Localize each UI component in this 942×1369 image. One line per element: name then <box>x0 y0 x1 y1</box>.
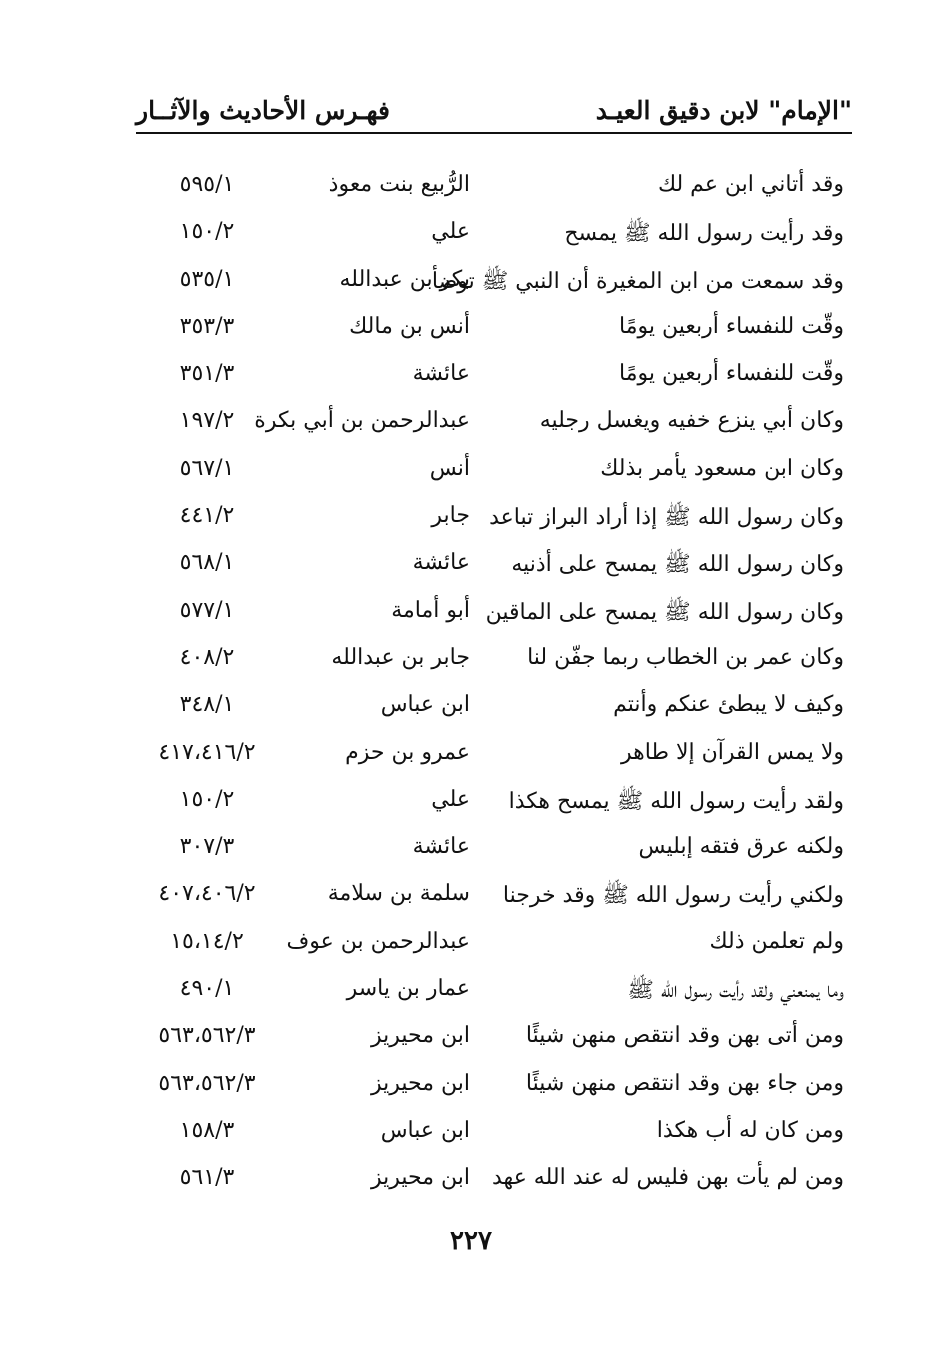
volume-page-reference: ٥٦٣،٥٦٢/٣ <box>158 1070 256 1096</box>
index-entry <box>130 1063 852 1110</box>
index-entry <box>130 259 852 306</box>
hadith-text: وقد سمعت من ابن المغيرة أن النبي ﷺ توضأ <box>431 268 844 294</box>
narrator-name: ابن عباس <box>380 1117 470 1143</box>
narrator-name: بكر بن عبدالله <box>339 266 470 292</box>
narrator-name: ابن محيريز <box>371 1165 470 1191</box>
index-entry <box>130 873 852 920</box>
index-entry <box>130 495 852 542</box>
volume-page-reference: ٤١٧،٤١٦/٢ <box>158 739 256 765</box>
volume-page-reference: ٥٣٥/١ <box>179 266 235 292</box>
narrator-name: عبدالرحمن بن عوف <box>286 928 470 954</box>
narrator-name: الرُّبيع بنت معوذ <box>328 172 470 197</box>
volume-page-reference: ١٥،١٤/٢ <box>170 928 244 954</box>
narrator-name: عمار بن ياسر <box>346 976 470 1002</box>
index-entry <box>130 779 852 826</box>
index-entry <box>130 826 852 873</box>
index-entry <box>130 637 852 684</box>
volume-page-reference: ٣٥١/٣ <box>179 361 235 387</box>
index-entry <box>130 164 852 211</box>
volume-page-reference: ٣٠٧/٣ <box>179 834 235 860</box>
index-entry <box>130 211 852 258</box>
index-entry <box>130 1110 852 1157</box>
page-number: ٢٢٧ <box>450 1226 492 1256</box>
header-rule <box>136 132 852 134</box>
index-entry <box>130 732 852 779</box>
narrator-name: علي <box>431 786 470 812</box>
narrator-name: ابن محيريز <box>371 1023 470 1049</box>
narrator-name: جابر <box>431 503 470 529</box>
volume-page-reference: ٥٦٧/١ <box>179 455 235 481</box>
running-header <box>136 92 852 132</box>
narrator-name: أنس <box>429 455 470 481</box>
hadith-text: وكيف لا يبطئ عنكم وأنتم <box>613 692 844 718</box>
narrator-name: أبو أمامة <box>391 597 470 623</box>
narrator-name: جابر بن عبدالله <box>331 644 470 670</box>
narrator-name: عمرو بن حزم <box>345 739 470 765</box>
volume-page-reference: ١٥٠/٢ <box>179 786 235 812</box>
index-entry <box>130 1157 852 1204</box>
volume-page-reference: ١٩٧/٢ <box>179 408 235 434</box>
index-entry <box>130 400 852 447</box>
volume-page-reference: ١٥٨/٣ <box>179 1117 235 1143</box>
hadith-text: وما يمنعني ولقد رأيت رسول الله ﷺ <box>627 978 844 1004</box>
hadith-text: ولقد رأيت رسول الله ﷺ يمسح هكذا <box>508 788 844 814</box>
index-entry <box>130 921 852 968</box>
hadith-text: وكان عمر بن الخطاب ربما جفّن لنا <box>527 644 844 670</box>
volume-page-reference: ١٥٠/٢ <box>179 219 235 245</box>
narrator-name: علي <box>431 219 470 245</box>
narrator-name: أنس بن مالك <box>349 313 470 339</box>
hadith-text: وكان رسول الله ﷺ إذا أراد البراز تباعد <box>489 505 844 531</box>
section-title: فهـرس الأحاديث والآثــار <box>136 96 391 125</box>
hadith-text: ولكنه عرق فتقه إبليس <box>638 834 844 860</box>
hadith-text: وكان رسول الله ﷺ يمسح على أذنيه <box>511 552 844 578</box>
index-entry <box>130 590 852 637</box>
narrator-name: عائشة <box>412 361 470 387</box>
volume-page-reference: ٥٦٣،٥٦٢/٣ <box>158 1023 256 1049</box>
index-entry <box>130 684 852 731</box>
volume-page-reference: ٣٤٨/١ <box>179 692 235 718</box>
hadith-text: وقّت للنفساء أربعين يومًا <box>619 361 844 387</box>
hadith-text: ومن أتى بهن وقد انتقص منهن شيئًا <box>525 1023 844 1049</box>
narrator-name: عبدالرحمن بن أبي بكرة <box>254 408 470 434</box>
index-entry <box>130 542 852 589</box>
book-title: "الإمام" لابن دقيق العيـد <box>595 96 852 125</box>
index-entry <box>130 448 852 495</box>
volume-page-reference: ٥٧٧/١ <box>179 597 235 623</box>
index-entry <box>130 968 852 1015</box>
hadith-text: ومن كان له أب هكذا <box>656 1117 844 1143</box>
hadith-text: وقد أتاني ابن عم لك <box>657 172 844 197</box>
volume-page-reference: ٥٦٨/١ <box>179 550 235 576</box>
hadith-text: ولم تعلمن ذلك <box>709 928 844 954</box>
volume-page-reference: ٥٩٥/١ <box>179 172 235 197</box>
narrator-name: عائشة <box>412 834 470 860</box>
volume-page-reference: ٤٩٠/١ <box>179 976 235 1002</box>
hadith-index-list <box>130 164 852 1205</box>
hadith-text: ولا يمس القرآن إلا طاهر <box>621 739 844 765</box>
narrator-name: ابن محيريز <box>371 1070 470 1096</box>
volume-page-reference: ٥٦١/٣ <box>179 1165 235 1191</box>
index-entry <box>130 1015 852 1062</box>
hadith-text: ومن لم يأت بهن فليس له عند الله عهد <box>492 1165 844 1191</box>
hadith-text: وقد رأيت رسول الله ﷺ يمسح <box>564 221 844 247</box>
narrator-name: سلمة بن سلامة <box>327 881 470 907</box>
hadith-text: وكان أبي ينزع خفيه ويغسل رجليه <box>539 408 844 434</box>
index-entry <box>130 306 852 353</box>
volume-page-reference: ٣٥٣/٣ <box>179 313 235 339</box>
hadith-text: ولكني رأيت رسول الله ﷺ وقد خرجنا <box>502 883 844 909</box>
index-entry <box>130 353 852 400</box>
narrator-name: عائشة <box>412 550 470 576</box>
volume-page-reference: ٤٠٧،٤٠٦/٢ <box>158 881 256 907</box>
hadith-text: وقّت للنفساء أربعين يومًا <box>619 313 844 339</box>
narrator-name: ابن عباس <box>380 692 470 718</box>
hadith-text: وكان رسول الله ﷺ يمسح على الماقين <box>485 599 844 625</box>
hadith-text: ومن جاء بهن وقد انتقص منهن شيئًا <box>525 1070 844 1096</box>
volume-page-reference: ٤٤١/٢ <box>179 503 235 529</box>
volume-page-reference: ٤٠٨/٢ <box>179 644 235 670</box>
hadith-text: وكان ابن مسعود يأمر بذلك <box>600 455 844 481</box>
